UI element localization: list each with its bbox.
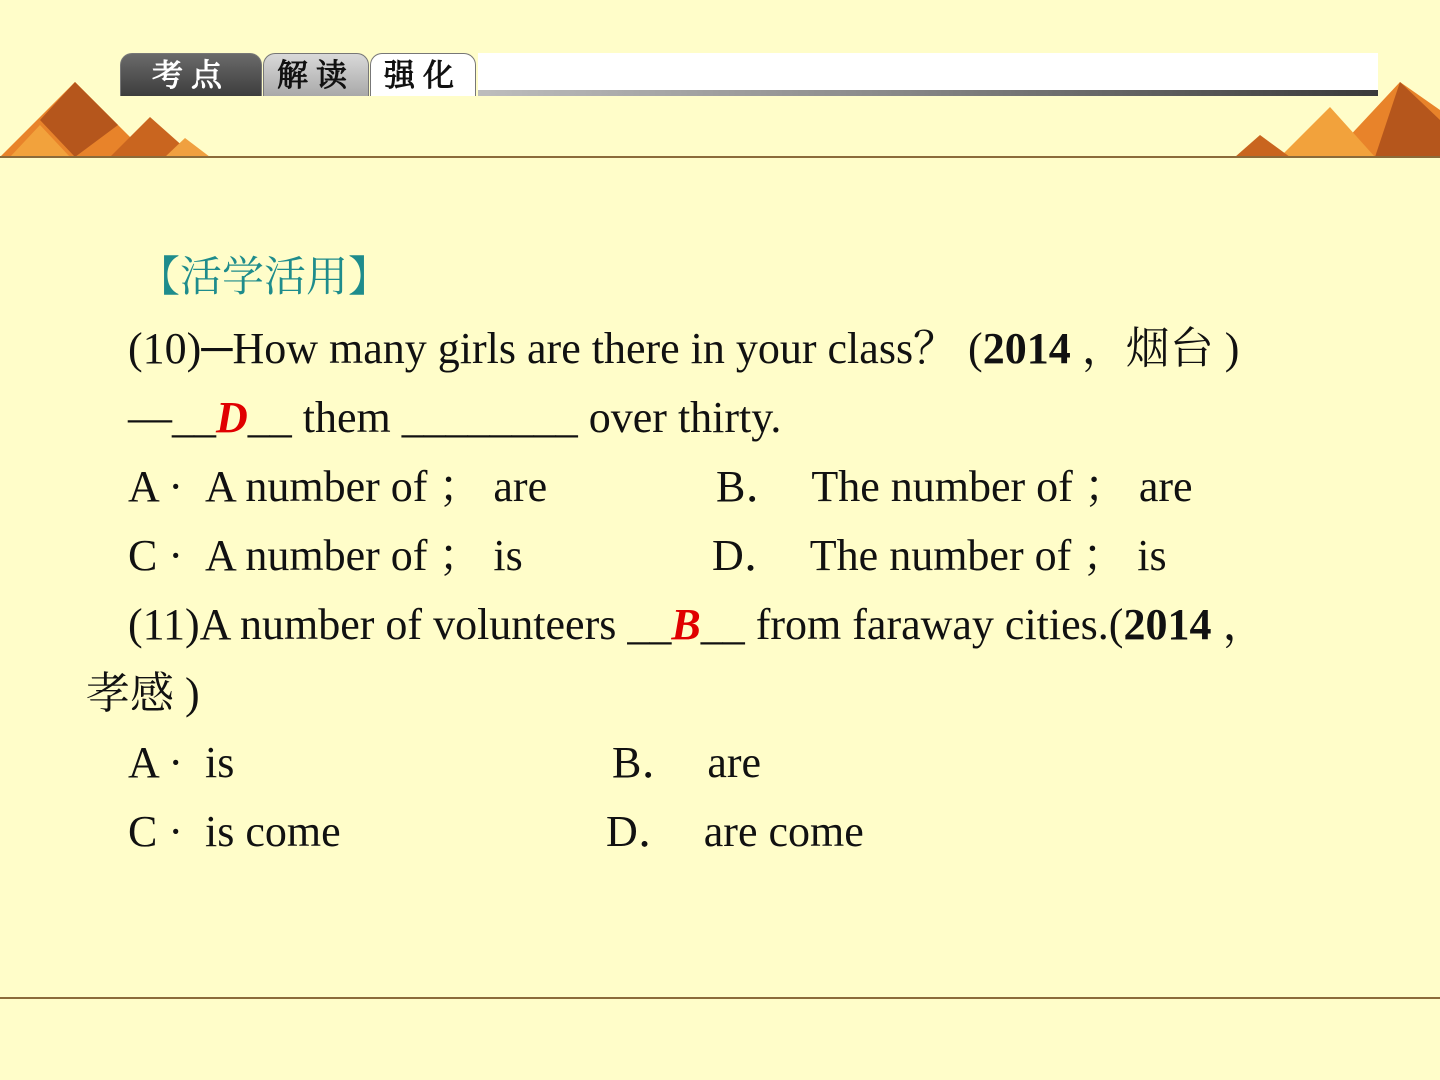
tab-kaodian[interactable]: 考点	[120, 53, 262, 96]
option-text: are	[707, 738, 762, 787]
q11-stem-b: __ from faraway cities.(	[700, 600, 1124, 649]
q10-option-b	[716, 462, 1193, 511]
q10-option-c	[128, 531, 523, 580]
option-letter: D．	[712, 531, 788, 580]
option-letter: D．	[606, 807, 682, 856]
q10-stem-b: ，烟台 )	[1070, 324, 1240, 373]
tab-jiedu[interactable]: 解读	[263, 53, 369, 96]
option-text: The number of ； is	[809, 531, 1167, 580]
option-letter: B．	[612, 738, 686, 787]
tab-strip	[120, 53, 477, 96]
q11-option-d	[606, 807, 864, 856]
q11-stem	[128, 600, 1267, 649]
option-text: A number of ； is	[205, 531, 523, 580]
option-letter: C ·	[128, 531, 183, 580]
option-text: The number of ； are	[811, 462, 1193, 511]
q10-stem-a: (10)─How many girls are there in your class？ (	[128, 324, 983, 373]
q11-option-c	[128, 807, 341, 856]
option-text: is	[205, 738, 235, 787]
q10-option-a	[128, 462, 548, 511]
q11-answer: B	[671, 600, 701, 649]
tab-qianghua[interactable]: 强化	[370, 53, 476, 96]
q11-option-a	[128, 738, 235, 787]
q11-line2: 孝感 )	[86, 669, 200, 718]
bottom-rule	[0, 997, 1440, 999]
q11-year: 2014	[1123, 600, 1212, 649]
option-text: is come	[205, 807, 341, 856]
top-rule	[0, 156, 1440, 158]
option-letter: A ·	[128, 462, 183, 511]
q10-stem	[128, 324, 1240, 373]
tab-bar	[478, 53, 1378, 96]
q11-option-b	[612, 738, 762, 787]
option-letter: A ·	[128, 738, 183, 787]
q10-line2-a: —__	[128, 393, 216, 442]
q10-option-d	[712, 531, 1167, 580]
q11-stem-c: ，	[1211, 600, 1267, 649]
option-text: are come	[703, 807, 864, 856]
option-text: A number of ； are	[205, 462, 548, 511]
option-letter: B．	[716, 462, 790, 511]
option-letter: C ·	[128, 807, 183, 856]
section-heading: 【活学活用】	[138, 252, 391, 301]
q11-stem-a: (11)A number of volunteers __	[128, 600, 672, 649]
q10-line2-b: __ them ________ over thirty.	[247, 393, 782, 442]
q10-year: 2014	[982, 324, 1071, 373]
q10-line2	[128, 393, 782, 442]
q10-answer: D	[216, 393, 248, 442]
